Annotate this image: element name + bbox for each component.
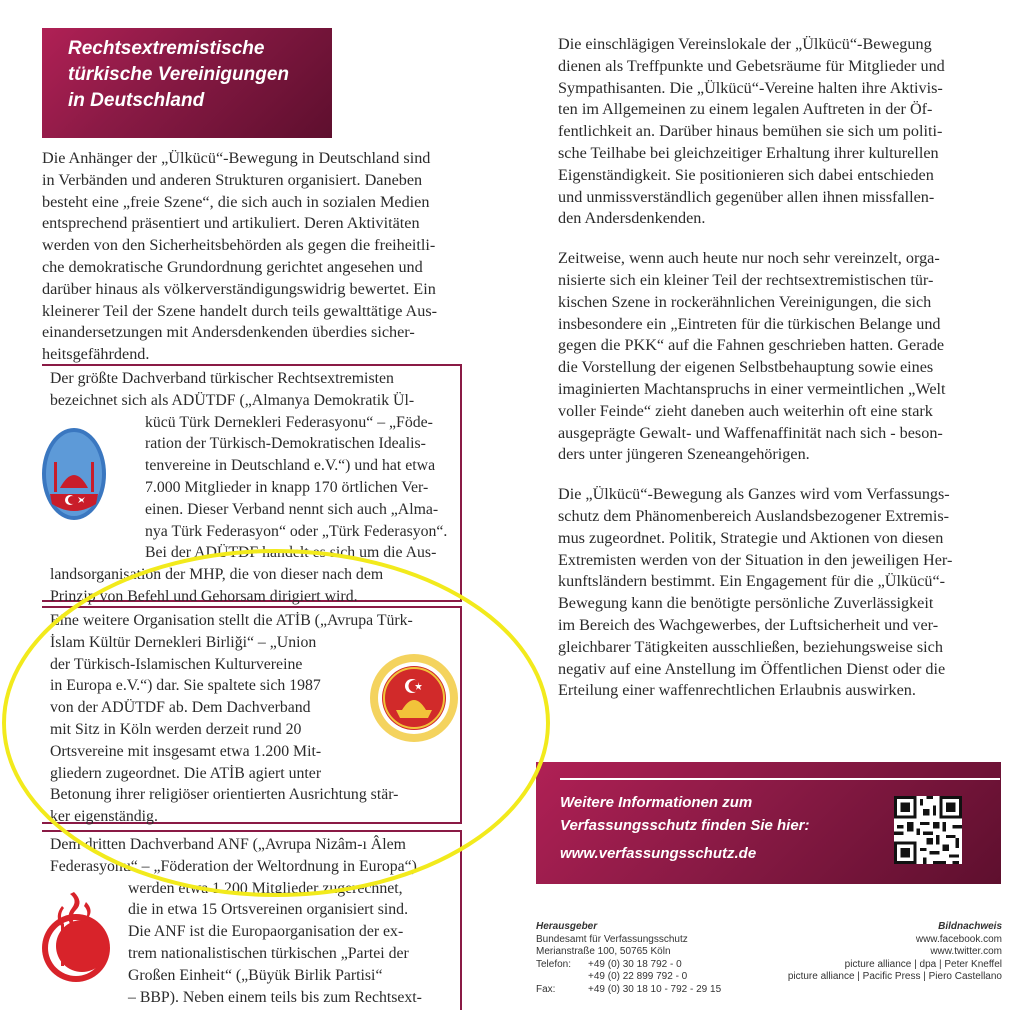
info-divider [560, 778, 1000, 780]
anf-info-box: Dem dritten Dachverband ANF („Avrupa Nizâm-ı Âlem Federasyonu“ – „Föderation der Weltordnung in Europa“) werden etwa 1.200 Mitglieder zugerechnet, die in etwa 15 Ortsvereinen organisiert sind. Die ANF ist die Europaorganisation der ex- trem nationalistischen türkischen „Partei der Großen Einheit“ („Büyük Birlik Partisi“ – BBP). Neben einem teils bis zum Rechtsext- [42, 830, 462, 1010]
publisher-address: Merianstraße 100, 50765 Köln [536, 946, 671, 957]
credit-line: www.twitter.com [930, 946, 1002, 957]
publisher-heading: Herausgeber [536, 921, 598, 932]
adutdf-info-box: Der größte Dachverband türkischer Rechtsextremisten bezeichnet sich als ADÜTDF („Almanya Demokratik Ül- kücü Türk Dernekleri Federasyonu“ – „Föde- ration der Türkisch-Demokratischen Idealis- tenvereine in Deutschland e.V.“) und hat etwa 7.000 Mitglieder in knapp 170 örtlichen Ver- einen. Dieser Verband nennt sich auch „Alma- nya Türk Federasyon“ oder „Türk Federasyon“. Bei der ADÜTDF handelt es sich um die Aus- landsorganisation der MHP, die von dieser nach dem Prinzip von Befehl und Gehorsam dirigiert wird. [42, 364, 462, 602]
intro-paragraph: Die Anhänger der „Ülkücü“-Bewegung in Deutschland sind in Verbänden und anderen Strukturen organisiert. Daneben besteht eine „freie Szene“, die sich auch in sozialen Medien entsprechend präsentiert und artikuliert. Deren Aktivitäten werden von den Sicherheitsbehörden als gegen die freiheitli- che demokratische Grundordnung gerichtet angesehen und darüber hinaus als völkerverständigungswidrig bewertet. Ein kleinerer Teil der Szene handelt durch teils gewalttätige Aus- einandersetzungen mit Andersdenkenden überdies sicher- heitsgefährdend. [42, 149, 438, 364]
left-column [42, 28, 462, 366]
info-url-link[interactable]: www.verfassungsschutz.de [560, 845, 757, 862]
tel-1: +49 (0) 30 18 792 - 0 [588, 958, 682, 970]
credit-line: picture alliance | Pacific Press | Piero Castellano [787, 971, 1002, 982]
publisher-info [536, 921, 726, 996]
credit-line: picture alliance | dpa | Peter Kneffel [844, 958, 1002, 970]
right-paragraph-2: Zeitweise, wenn auch heute nur noch sehr vereinzelt, orga- nisierte sich ein kleiner Teil der rechtsextremistischen tür- kischen Szene in rockerähnlichen Vereinigungen, die sich insbesondere ein „Eintreten für die türkischen Belange und gegen die PKK“ auf die Fahnen geschrieben hatten. Gerade die Vorstellung der eigenen Selbstbehauptung sowie eines imaginierten Machtanspruchs in einer vermeintlichen „Welt voller Feinde“ zieht daneben auch weiterhin oft eine stark ausgeprägte Gewalt- und Waffenaffinität nach sich - beson- ders unter jüngeren Szeneangehörigen. [558, 249, 946, 464]
fax-label: Fax: [536, 983, 556, 995]
qr-code-icon[interactable] [894, 796, 962, 864]
image-credits [760, 921, 1002, 984]
info-line-2: Verfassungsschutz finden Sie hier: [560, 817, 810, 834]
section-title-box [42, 28, 332, 138]
info-line-1: Weitere Informationen zum [560, 794, 753, 811]
more-info-box [536, 762, 1001, 884]
right-paragraph-1: Die einschlägigen Vereinslokale der „Ülkücü“-Bewegung dienen als Treffpunkte und Gebetsräume für Mitglieder und Sympathisanten. Die „Ülkücü“-Vereine halten ihre Aktivis- ten im Allgemeinen zu einem legalen Auftreten in der Öf- fentlichkeit an. Darüber hinaus bemühen sie sich um politi- sche Teilhabe bei gleichzeitiger Erhaltung ihrer kulturellen Eigenständigkeit. Sie positionieren sich dabei entschieden und unmissverständlich gegenüber allen ihnen missfallen- den Andersdenkenden. [558, 35, 945, 228]
title-line-3: in Deutschland [68, 90, 205, 111]
right-column [558, 34, 978, 720]
atib-emblem-icon [368, 652, 460, 744]
credits-heading: Bildnachweis [938, 921, 1002, 932]
adutdf-emblem-icon [40, 426, 108, 522]
anf-emblem-icon [40, 888, 112, 984]
fax-number: +49 (0) 30 18 10 - 792 - 29 15 [588, 983, 722, 995]
credit-line: www.facebook.com [915, 933, 1002, 945]
atib-info-box: Eine weitere Organisation stellt die ATİB („Avrupa Türk- İslam Kültür Dernekleri Birliği“ – „Union der Türkisch-Islamischen Kulturvereine in Europa e.V.“) dar. Sie spaltete sich 1987 von der ADÜTDF ab. Dem Dachverband mit Sitz in Köln werden derzeit rund 20 Ortsvereine mit insgesamt etwa 1.200 Mit- gliedern zugeordnet. Die ATİB agiert unter Betonung ihrer religiöser orientierten Ausrichtung stär- ker eigenständig. [42, 606, 462, 824]
tel-label: Telefon: [536, 958, 572, 970]
title-line-1: Rechtsextremistische [68, 38, 265, 59]
publisher-org: Bundesamt für Verfassungsschutz [536, 933, 688, 945]
title-line-2: türkische Vereinigungen [68, 64, 290, 85]
right-paragraph-3: Die „Ülkücü“-Bewegung als Ganzes wird vom Verfassungs- schutz dem Phänomenbereich Auslandsbezogener Extremis- mus zugeordnet. Politik, Strategie und Aktionen von diesen Extremisten werden von der Situation in den jeweiligen Her- kunftsländern bestimmt. Ein Engagement für die „Ülkücü“- Bewegung kann die benötigte persönliche Zuverlässigkeit im Bereich des Wachgewerbes, der Luftsicherheit und ver- gleichbarer Tätigkeiten ausschließen, beziehungsweise sich negativ auf eine Anstellung im Öffentlichen Dienst oder die Erteilung einer waffenrechtlichen Erlaubnis auswirken. [558, 485, 953, 700]
tel-2: +49 (0) 22 899 792 - 0 [588, 971, 688, 982]
